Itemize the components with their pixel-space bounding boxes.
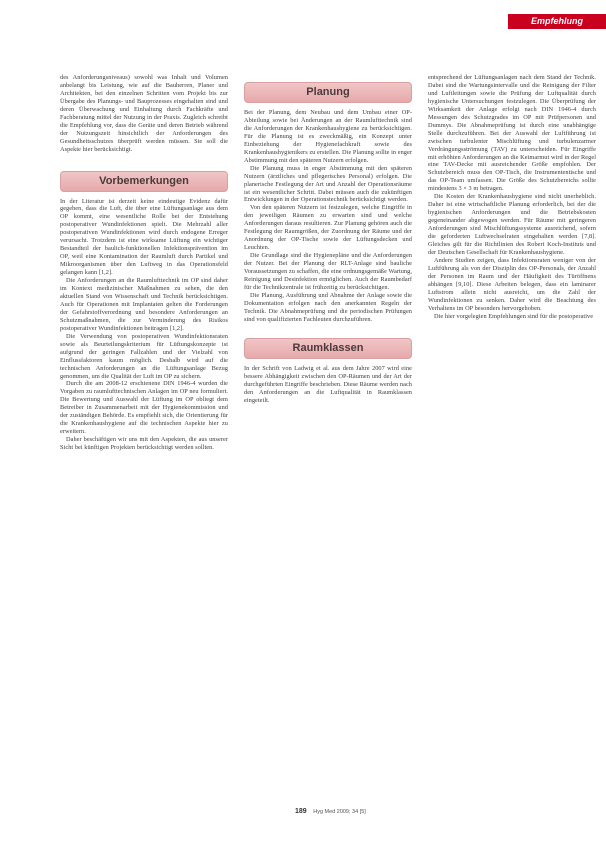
intro-paragraph: des Anforderungsniveaus) sowohl was Inhalt und Volumen anbelangt bis Leistung, wie auf die Bauherren, Planer und Architekten, bei den einzelnen Schritten vom Projekt bis zur Übergabe des Planungs- und Bauprozesses eingehalten sind und deren Überwachung und Einhaltung durch Fachkräfte und Fachberatung mittel der Nutzung in der Praxis. Zugleich schreibt die Empfehlung vor, dass die Geräte und deren Betrieb während der Nutzungszeit hinsichtlich der Anforderungen des Gesundheitsschutzes überprüft werden müssen. Sie soll die Aspekte hier berücksichtigt. xyxy=(60,74,228,153)
column-2 xyxy=(244,82,412,405)
section-tab: Empfehlung xyxy=(508,14,606,29)
paragraph: Die Planung muss in enger Abstimmung mit den späteren Nutzern (ärztliches und pflegerisches Personal) erfolgen. Die planerische Festlegung der Art und Anzahl der Operationsräume ist ein wesentlicher Schritt. Dabei müssen auch die zukünftigen Entwicklungen in der Operationstechnik berücksichtigt werden. xyxy=(244,164,412,204)
paragraph: Die Grundlage sind die Hygienepläne und die Anforderungen der Nutzer. Bei der Planung der RLT-Anlage sind bauliche Voraussetzungen zu schaffen, die eine ordnungsgemäße Wartung, Reinigung und Desinfektion ermöglichen. Auch der Raumbedarf für die Technikzentrale ist frühzeitig zu berücksichtigen. xyxy=(244,252,412,291)
paragraph: In der Literatur ist derzeit keine eindeutige Evidenz dafür gegeben, dass die Luft, die über eine Lüftungsanlage aus dem OP kommt, eine wesentliche Rolle bei der Entstehung postoperativer Wundinfektionen spielt. Die Mehrzahl aller postoperativen Wundinfektionen wird durch endogene Erreger verursacht. Trotzdem ist eine wirksame Lüftung ein wichtiger Bestandteil der baulich-funktionellen Infektionsprävention im OP, weil eine Kontamination der Raumluft durch Partikel und Mikroorganismen über den Luftweg in das Operationsfeld gelangen kann [1,2]. xyxy=(60,197,228,277)
column-1 xyxy=(60,74,228,452)
paragraph: Von den späteren Nutzern ist festzulegen, welche Eingriffe in den jeweiligen Räumen zu erwarten sind und welche Anforderungen daraus resultieren. Zur Planung gehören auch die Festlegung der Raumgrößen, der Zuordnung der Räume und der Anordnung der OP-Tische sowie der Lüftungsdecken und Leuchten. xyxy=(244,204,412,252)
heading-vorbemerkungen: Vorbemerkungen xyxy=(60,171,228,192)
paragraph: Daher beschäftigen wir uns mit den Aspekten, die aus unserer Sicht bei künftigen Projekten berücksichtigt werden sollten. xyxy=(60,436,228,452)
journal-citation: Hyg Med 2009; 34 [5] xyxy=(313,809,366,815)
paragraph: Die Planung, Ausführung und Abnahme der Anlage sowie die Dokumentation erfolgen nach den anerkannten Regeln der Technik. Die Abnahmeprüfung und die periodischen Prüfungen sind von qualifizierten Fachleuten durchzuführen. xyxy=(244,291,412,323)
paragraph: Die Kosten der Krankenhaushygiene sind nicht unerheblich. Daher ist eine wirtschaftliche Planung erforderlich, bei der die hygienischen Anforderungen und die Betriebskosten gegeneinander abgewogen werden. Für Räume mit geringeren Anforderungen sind Mischlüftungssysteme ausreichend, sofern die geforderten Luftwechselraten eingehalten werden [7,8]. Gleiches gilt für die Richtlinien des Robert Koch-Instituts und der Deutschen Gesellschaft für Krankenhaushygiene. xyxy=(428,193,596,256)
paragraph: Die Anforderungen an die Raumlufttechnik im OP sind daher im Kontext medizinischer Maßnahmen zu sehen, die den aktuellen Stand von Wissenschaft und Technik berücksichtigen. Auch für Operationen mit Implantaten gelten die Forderungen der Gefahrstoffverordnung und besondere Anforderungen an Schutzmaßnahmen, die zur Verminderung des Risikos postoperativer Wundinfektionen beitragen [1,2]. xyxy=(60,277,228,332)
heading-planung: Planung xyxy=(244,82,412,103)
paragraph: Andere Studien zeigen, dass Infektionsraten weniger von der Luftführung als von der Disziplin des OP-Personals, der Anzahl der Personen im Raum und der Häufigkeit des Türöffnens abhängen [9,10]. Diese Arbeiten belegen, dass ein laminarer Luftstrom allein nicht ausreicht, um die Zahl der Wundinfektionen zu senken. Daher wird die Beachtung des Verhaltens im OP besonders hervorgehoben. xyxy=(428,256,596,312)
paragraph: Die hier vorgelegten Empfehlungen sind für die postoperative xyxy=(434,312,594,320)
page-footer xyxy=(295,808,366,815)
heading-raumklassen: Raumklassen xyxy=(244,338,412,359)
paragraph: Durch die am 2008-12 erschienene DIN 1946-4 wurden die Vorgaben zu raumlufttechnischen Anlagen im OP neu formuliert. Die Bewertung und Auswahl der Lüftung im OP obliegt dem Betreiber in Zusammenarbeit mit der Hygienekommission und der zuständigen Behörde. Es empfiehlt sich, die Orientierung für die Krankenhaushygiene auf die technischen Aspekte hier zu erweitern. xyxy=(60,380,228,436)
paragraph: Die Verwendung von postoperativen Wundinfektionsraten sowie als Beurteilungskriterium für Lüftungskonzepte ist aufgrund der geringen Fallzahlen und der Vielzahl von Einflussfaktoren kaum möglich. Deshalb wird auf die technischen Anforderungen an die Lüftungsanlage Bezug genommen, um die Qualität der Luft im OP zu sichern. xyxy=(60,332,228,380)
column-3 xyxy=(428,74,596,321)
paragraph: In der Schrift von Ladwig et al. aus dem Jahre 2007 wird eine bessere Abhängigkeit zwischen den OP-Räumen und der Art der durchgeführten Eingriffe beschrieben. Diese Räume werden nach den Anforderungen an die Luftqualität in Raumklassen eingeteilt. xyxy=(244,364,412,404)
page-number: 189 xyxy=(295,808,307,815)
paragraph: entsprechend der Lüftungsanlagen nach dem Stand der Technik. Dabei sind die Wartungsintervalle und die Reinigung der Filter und Luftleitungen sowie die Prüfung der Luftqualität durch hygienische Untersuchungen festzulegen. Die Überprüfung der Wirksamkeit der Anlage erfolgt nach DIN 1946-4 durch Messungen des Schutzgrades im OP mit Prüfpersonen und Dummys. Die Abnahmeprüfung ist durch eine unabhängige Stelle durchzuführen. Bei der Auswahl der Luftführung ist zwischen turbulenter Mischlüftung und turbulenzarmer Verdrängungsströmung (TAV) zu unterscheiden. Für Eingriffe mit erhöhten Anforderungen an die Keimarmut wird in der Regel eine TAV-Decke mit ausreichender Größe empfohlen. Der Schutzbereich muss den OP-Tisch, die Instrumententische und das OP-Team umfassen. Die Größe des Schutzbereichs sollte mindestens 3 × 3 m betragen. xyxy=(428,74,596,193)
paragraph: Bei der Planung, dem Neubau und dem Umbau einer OP-Abteilung sowie bei Änderungen an der Raumlufttechnik sind die Anforderungen der Krankenhaushygiene zu berücksichtigen. Für die Planung ist es zweckmäßig, ein Konzept unter Einbeziehung der Hygienefachkraft sowie des Krankenhaushygienikers zu erstellen. Die Planung sollte in enger Abstimmung mit den späteren Nutzern erfolgen. xyxy=(244,109,412,164)
